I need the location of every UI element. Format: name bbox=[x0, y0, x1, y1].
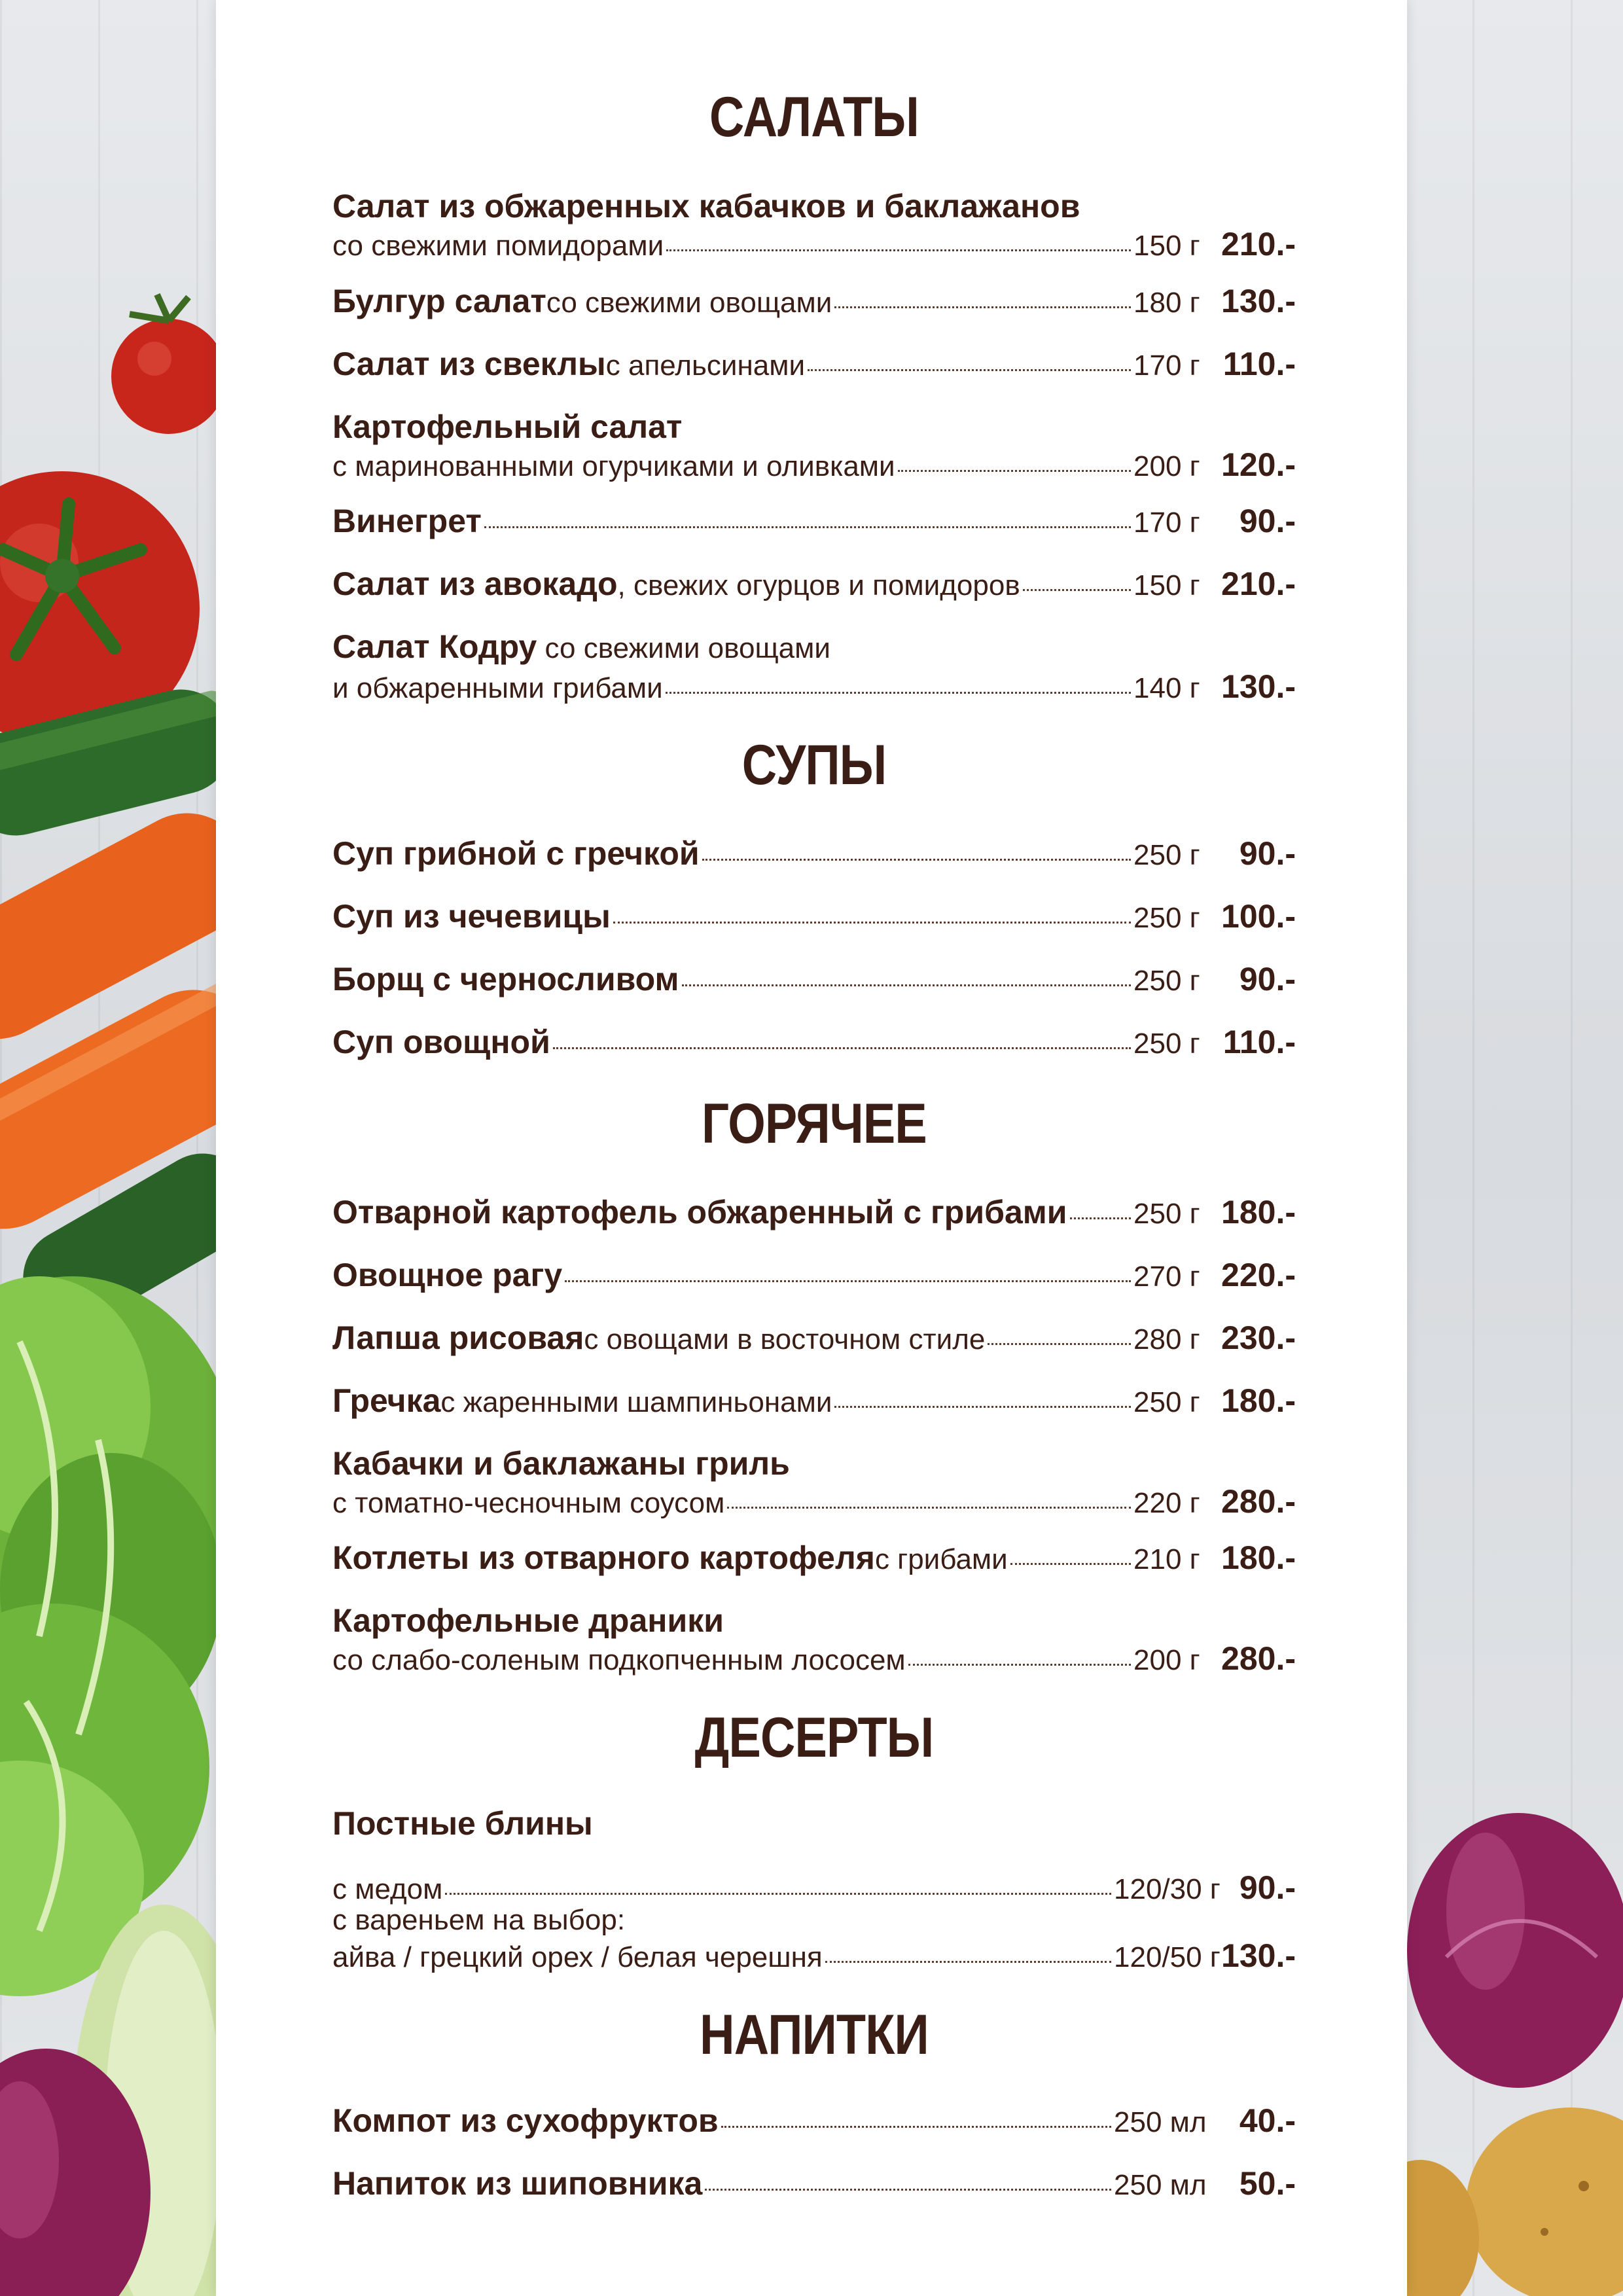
item-name: Суп грибной с гречкой bbox=[332, 835, 700, 872]
item-weight: 250 мл bbox=[1114, 2106, 1207, 2138]
leader-dots bbox=[565, 1280, 1131, 1282]
section-title-desserts: ДЕСЕРТЫ bbox=[694, 1706, 934, 1769]
item-name: Суп из чечевицы bbox=[332, 898, 611, 935]
menu-content bbox=[332, 0, 1296, 2296]
item-description: с жаренными шампиньонами bbox=[440, 1386, 832, 1418]
item-weight: 220 г bbox=[1133, 1487, 1200, 1519]
item-name: Гречка bbox=[332, 1382, 441, 1419]
item-price: 110.- bbox=[1222, 346, 1296, 382]
item-price: 210.- bbox=[1221, 565, 1296, 602]
item-price: 40.- bbox=[1239, 2102, 1296, 2139]
leader-dots bbox=[727, 1507, 1131, 1509]
menu-item-hot-6 bbox=[332, 1539, 1296, 1578]
item-price: 130.- bbox=[1221, 1937, 1296, 1974]
leader-dots bbox=[808, 369, 1131, 371]
item-price: 280.- bbox=[1221, 1483, 1296, 1520]
menu-item-soup-4 bbox=[332, 1024, 1296, 1062]
item-name: Отварной картофель обжаренный с грибами bbox=[332, 1194, 1067, 1230]
item-weight: 150 г bbox=[1133, 230, 1200, 262]
item-description-cont: айва / грецкий орех / белая черешня bbox=[332, 1941, 823, 1973]
vegetables-illustration-right bbox=[1407, 0, 1623, 2296]
item-weight: 250 г bbox=[1133, 839, 1200, 871]
menu-sheet bbox=[216, 0, 1407, 2296]
item-name: Котлеты из отварного картофеля bbox=[332, 1539, 875, 1576]
item-description: с вареньем на выбор: bbox=[332, 1904, 626, 1936]
item-weight: 280 г bbox=[1133, 1323, 1200, 1355]
item-weight: 140 г bbox=[1133, 672, 1200, 704]
menu-item-hot-7 bbox=[332, 1601, 1296, 1679]
item-name: Винегрет bbox=[332, 503, 482, 539]
leader-dots bbox=[1010, 1563, 1131, 1565]
item-weight: 210 г bbox=[1133, 1543, 1200, 1575]
item-name: Салат Кодру bbox=[332, 628, 537, 665]
leader-dots bbox=[445, 1893, 1111, 1895]
item-name: Картофельный салат bbox=[332, 408, 683, 445]
menu-item-soup-2 bbox=[332, 898, 1296, 937]
item-price: 90.- bbox=[1239, 961, 1296, 997]
item-weight: 250 г bbox=[1133, 902, 1200, 934]
leader-dots bbox=[484, 526, 1131, 528]
item-name: Постные блины bbox=[332, 1805, 593, 1842]
item-weight: 180 г bbox=[1133, 287, 1200, 319]
item-price: 180.- bbox=[1221, 1194, 1296, 1230]
item-price: 210.- bbox=[1221, 226, 1296, 262]
item-name: Напиток из шиповника bbox=[332, 2165, 703, 2202]
item-weight: 120/30 г bbox=[1114, 1873, 1221, 1905]
item-description: со свежими помидорами bbox=[332, 230, 664, 262]
item-price: 120.- bbox=[1221, 446, 1296, 483]
menu-item-dessert-heading bbox=[332, 1804, 1296, 1843]
item-weight: 250 г bbox=[1133, 965, 1200, 997]
item-name: Булгур салат bbox=[332, 283, 546, 319]
section-title-hot: ГОРЯЧЕЕ bbox=[702, 1092, 927, 1155]
item-name: Салат из свеклы bbox=[332, 346, 606, 382]
left-vegetable-decoration bbox=[0, 0, 216, 2296]
item-name: Компот из сухофруктов bbox=[332, 2102, 719, 2139]
item-name: Салат из обжаренных кабачков и баклажанов bbox=[332, 188, 1080, 224]
menu-item-salad-6 bbox=[332, 565, 1296, 604]
item-price: 90.- bbox=[1239, 1869, 1296, 1906]
leader-dots bbox=[834, 1406, 1131, 1408]
item-description: с маринованными огурчиками и оливками bbox=[332, 450, 895, 482]
item-description: с томатно-чесночным соусом bbox=[332, 1487, 725, 1519]
menu-item-salad-3 bbox=[332, 346, 1296, 384]
item-price: 230.- bbox=[1221, 1319, 1296, 1356]
item-name: Салат из авокадо bbox=[332, 565, 618, 602]
item-price: 90.- bbox=[1239, 835, 1296, 872]
leader-dots bbox=[705, 2189, 1111, 2191]
section-title-drinks: НАПИТКИ bbox=[700, 2003, 929, 2066]
item-weight: 170 г bbox=[1133, 507, 1200, 539]
item-weight: 250 г bbox=[1133, 1198, 1200, 1230]
menu-item-salad-1 bbox=[332, 187, 1296, 264]
item-name: Суп овощной bbox=[332, 1024, 550, 1060]
item-description: со свежими овощами bbox=[537, 632, 830, 664]
leader-dots bbox=[825, 1961, 1111, 1963]
item-description: с грибами bbox=[874, 1543, 1008, 1575]
item-price: 130.- bbox=[1221, 283, 1296, 319]
item-weight: 150 г bbox=[1133, 569, 1200, 601]
leader-dots bbox=[553, 1047, 1131, 1049]
leader-dots bbox=[1023, 589, 1131, 591]
item-description: с медом bbox=[332, 1873, 443, 1905]
item-name: Картофельные драники bbox=[332, 1602, 724, 1639]
menu-item-salad-2 bbox=[332, 283, 1296, 321]
menu-item-soup-3 bbox=[332, 961, 1296, 999]
menu-item-salad-5 bbox=[332, 503, 1296, 541]
item-description: со свежими овощами bbox=[546, 287, 832, 319]
menu-item-hot-2 bbox=[332, 1257, 1296, 1295]
menu-item-dessert-2 bbox=[332, 1903, 1296, 1976]
item-weight: 200 г bbox=[1133, 450, 1200, 482]
menu-item-hot-4 bbox=[332, 1382, 1296, 1421]
item-name: Лапша рисовая bbox=[332, 1319, 584, 1356]
leader-dots bbox=[682, 984, 1131, 986]
item-name: Борщ с черносливом bbox=[332, 961, 679, 997]
leader-dots bbox=[1070, 1217, 1132, 1219]
item-price: 280.- bbox=[1221, 1640, 1296, 1677]
item-description: , свежих огурцов и помидоров bbox=[617, 569, 1020, 601]
leader-dots bbox=[666, 692, 1131, 694]
menu-item-drink-2 bbox=[332, 2165, 1296, 2204]
item-price: 180.- bbox=[1221, 1382, 1296, 1419]
item-weight: 170 г bbox=[1133, 350, 1200, 382]
item-price: 220.- bbox=[1221, 1257, 1296, 1293]
menu-item-hot-5 bbox=[332, 1444, 1296, 1522]
item-weight: 250 г bbox=[1133, 1386, 1200, 1418]
leader-dots bbox=[702, 859, 1131, 861]
menu-item-dessert-1 bbox=[332, 1869, 1296, 1908]
section-title-salads: САЛАТЫ bbox=[709, 86, 919, 149]
leader-dots bbox=[908, 1664, 1131, 1666]
right-vegetable-decoration bbox=[1407, 0, 1623, 2296]
item-price: 180.- bbox=[1221, 1539, 1296, 1576]
leader-dots bbox=[898, 470, 1131, 472]
section-title-soups: СУПЫ bbox=[741, 734, 887, 797]
item-price: 100.- bbox=[1221, 898, 1296, 935]
menu-item-drink-1 bbox=[332, 2102, 1296, 2141]
menu-item-hot-3 bbox=[332, 1319, 1296, 1358]
leader-dots bbox=[721, 2126, 1111, 2128]
item-price: 90.- bbox=[1239, 503, 1296, 539]
item-weight: 200 г bbox=[1133, 1644, 1200, 1676]
vegetables-illustration-left bbox=[0, 0, 216, 2296]
item-description-cont: и обжаренными грибами bbox=[332, 672, 663, 704]
item-price: 50.- bbox=[1239, 2165, 1296, 2202]
item-description: с апельсинами bbox=[605, 350, 806, 382]
item-name: Кабачки и баклажаны гриль bbox=[332, 1445, 790, 1482]
leader-dots bbox=[988, 1343, 1131, 1345]
leader-dots bbox=[834, 306, 1131, 308]
item-weight: 270 г bbox=[1133, 1261, 1200, 1293]
item-price: 110.- bbox=[1222, 1024, 1296, 1060]
leader-dots bbox=[613, 922, 1131, 924]
leader-dots bbox=[666, 249, 1131, 251]
item-weight: 120/50 г bbox=[1114, 1941, 1221, 1973]
item-weight: 250 г bbox=[1133, 1028, 1200, 1060]
item-name: Овощное рагу bbox=[332, 1257, 563, 1293]
menu-item-hot-1 bbox=[332, 1194, 1296, 1232]
menu-item-salad-7 bbox=[332, 627, 1296, 707]
menu-item-soup-1 bbox=[332, 835, 1296, 874]
item-weight: 250 мл bbox=[1114, 2169, 1207, 2201]
item-description: со слабо-соленым подкопченным лососем bbox=[332, 1644, 906, 1676]
item-price: 130.- bbox=[1221, 668, 1296, 705]
menu-item-salad-4 bbox=[332, 407, 1296, 485]
item-description: с овощами в восточном стиле bbox=[584, 1323, 986, 1355]
